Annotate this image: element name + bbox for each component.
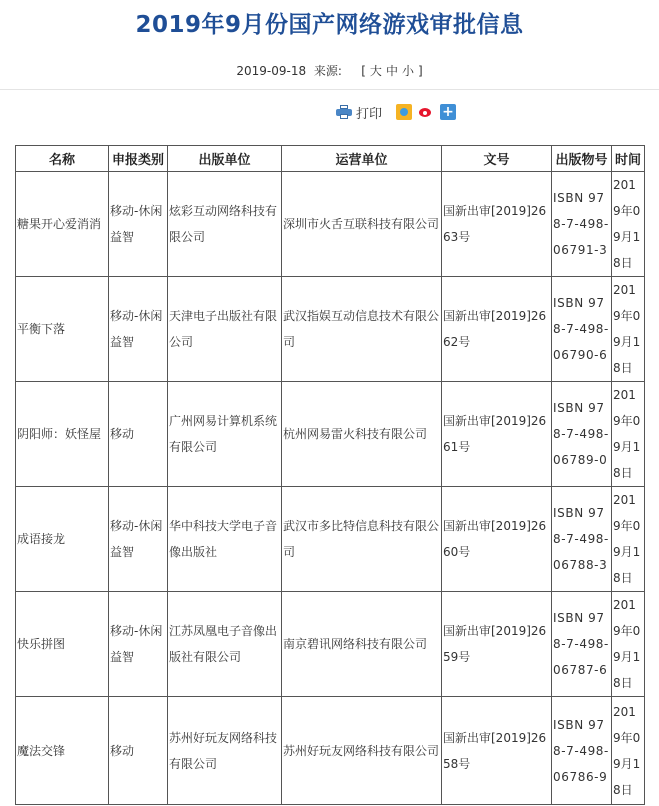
cell-operator: 杭州网易雷火科技有限公司 — [282, 382, 442, 487]
header-date: 时间 — [612, 146, 645, 172]
cell-category: 移动-休闲益智 — [109, 172, 168, 277]
header-operator: 运营单位 — [282, 146, 442, 172]
article-meta — [0, 62, 659, 79]
cell-isbn: ISBN 978-7-498-06789-0 — [552, 382, 612, 487]
cell-date: 2019年09月18日 — [612, 382, 645, 487]
cell-publisher: 华中科技大学电子音像出版社 — [168, 487, 282, 592]
table-row — [16, 277, 645, 382]
cell-name: 快乐拼图 — [16, 592, 109, 697]
cell-operator: 武汉市多比特信息科技有限公司 — [282, 487, 442, 592]
cell-date: 2019年09月18日 — [612, 172, 645, 277]
cell-doc-no: 国新出审[2019]2659号 — [442, 592, 552, 697]
font-size-large-button[interactable]: 大 — [369, 64, 382, 78]
article-toolbar — [336, 101, 462, 123]
cell-publisher: 苏州好玩友网络科技有限公司 — [168, 697, 282, 805]
cell-category: 移动 — [109, 382, 168, 487]
font-size-medium-button[interactable]: 中 — [385, 64, 398, 78]
cell-doc-no: 国新出审[2019]2661号 — [442, 382, 552, 487]
table-row — [16, 487, 645, 592]
cell-operator: 南京碧讯网络科技有限公司 — [282, 592, 442, 697]
cell-isbn: ISBN 978-7-498-06791-3 — [552, 172, 612, 277]
publish-date: 2019-09-18 — [236, 64, 307, 78]
cell-operator: 武汉指娱互动信息技术有限公司 — [282, 277, 442, 382]
cell-name: 阴阳师：妖怪屋 — [16, 382, 109, 487]
cell-isbn: ISBN 978-7-498-06787-6 — [552, 592, 612, 697]
font-size-bracket-open: [ — [361, 64, 366, 78]
font-size-bracket-close: ] — [417, 64, 423, 78]
game-approval-table — [15, 145, 645, 805]
cell-date: 2019年09月18日 — [612, 277, 645, 382]
weibo-icon[interactable] — [418, 104, 434, 120]
header-isbn: 出版物号 — [552, 146, 612, 172]
cell-publisher: 江苏凤凰电子音像出版社有限公司 — [168, 592, 282, 697]
table-row — [16, 382, 645, 487]
cell-name: 平衡下落 — [16, 277, 109, 382]
cell-doc-no: 国新出审[2019]2658号 — [442, 697, 552, 805]
page-title: 2019年9月份国产网络游戏审批信息 — [135, 12, 524, 38]
printer-icon[interactable] — [336, 105, 352, 119]
table-row — [16, 697, 645, 805]
cell-doc-no: 国新出审[2019]2662号 — [442, 277, 552, 382]
cell-operator: 深圳市火舌互联科技有限公司 — [282, 172, 442, 277]
cell-name: 成语接龙 — [16, 487, 109, 592]
cell-publisher: 炫彩互动网络科技有限公司 — [168, 172, 282, 277]
source-label: 来源: — [313, 64, 342, 78]
cell-category: 移动-休闲益智 — [109, 277, 168, 382]
cell-date: 2019年09月18日 — [612, 487, 645, 592]
cell-publisher: 天津电子出版社有限公司 — [168, 277, 282, 382]
cell-date: 2019年09月18日 — [612, 697, 645, 805]
header-doc-no: 文号 — [442, 146, 552, 172]
print-button[interactable]: 打印 — [356, 106, 383, 122]
header-category: 申报类别 — [109, 146, 168, 172]
cell-name: 魔法交锋 — [16, 697, 109, 805]
table-header-row — [16, 146, 645, 172]
cell-name: 糖果开心爱消消 — [16, 172, 109, 277]
cell-isbn: ISBN 978-7-498-06790-6 — [552, 277, 612, 382]
cell-category: 移动 — [109, 697, 168, 805]
cell-doc-no: 国新出审[2019]2663号 — [442, 172, 552, 277]
cell-operator: 苏州好玩友网络科技有限公司 — [282, 697, 442, 805]
font-size-small-button[interactable]: 小 — [401, 64, 414, 78]
cell-doc-no: 国新出审[2019]2660号 — [442, 487, 552, 592]
cell-isbn: ISBN 978-7-498-06788-3 — [552, 487, 612, 592]
cell-isbn: ISBN 978-7-498-06786-9 — [552, 697, 612, 805]
header-publisher: 出版单位 — [168, 146, 282, 172]
cell-category: 移动-休闲益智 — [109, 487, 168, 592]
qzone-icon[interactable] — [396, 104, 412, 120]
cell-date: 2019年09月18日 — [612, 592, 645, 697]
header-divider — [0, 89, 659, 90]
more-share-icon[interactable]: + — [440, 104, 456, 120]
cell-publisher: 广州网易计算机系统有限公司 — [168, 382, 282, 487]
table-row — [16, 592, 645, 697]
cell-category: 移动-休闲益智 — [109, 592, 168, 697]
header-name: 名称 — [16, 146, 109, 172]
table-row — [16, 172, 645, 277]
